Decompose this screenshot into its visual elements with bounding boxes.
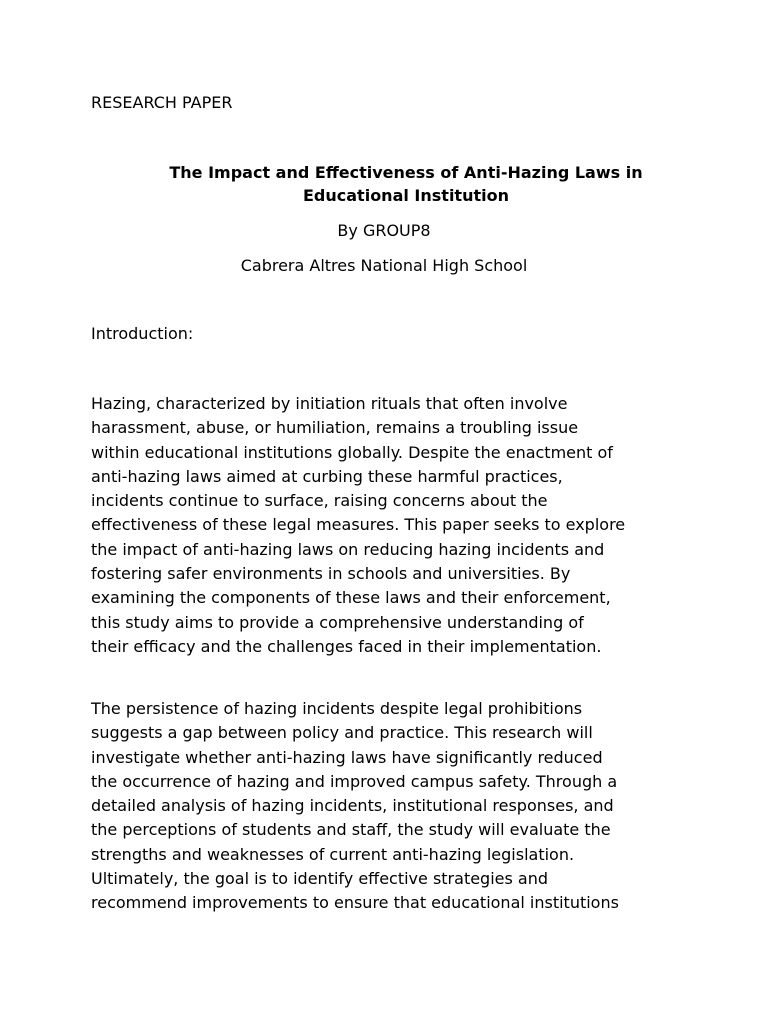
paragraph-line: anti-hazing laws aimed at curbing these harmful practices, [91,466,563,486]
document-label: RESEARCH PAPER [91,93,233,112]
paragraph-line: strengths and weaknesses of current anti-hazing legislation. [91,844,575,864]
title-line: Educational Institution [303,186,509,205]
paragraph-line: their efficacy and the challenges faced in their implementation. [91,636,602,656]
author-byline: By GROUP8 [337,221,431,240]
paragraph-line: the occurrence of hazing and improved campus safety. Through a [91,771,618,791]
paragraph-line: incidents continue to surface, raising concerns about the [91,491,548,511]
paragraph-1 [91,392,691,659]
paragraph-line: within educational institutions globally. Despite the enactment of [91,442,613,462]
paragraph-2 [91,697,691,916]
paragraph-line: effectiveness of these legal measures. This paper seeks to explore [91,515,626,535]
paragraph-line: fostering safer environments in schools and universities. By [91,564,571,584]
paragraph-line: suggests a gap between policy and practice. This research will [91,723,593,743]
paragraph-line: Ultimately, the goal is to identify effective strategies and [91,869,549,889]
school-name: Cabrera Altres National High School [240,256,528,275]
paragraph-line: the impact of anti-hazing laws on reducing hazing incidents and [91,539,605,559]
paragraph-line: harassment, abuse, or humiliation, remains a troubling issue [91,418,579,438]
section-heading: Introduction: [91,324,194,343]
paragraph-line: the perceptions of students and staff, the study will evaluate the [91,820,611,840]
title-line: The Impact and Effectiveness of Anti-Hazing Laws in [169,163,643,182]
paragraph-line: examining the components of these laws and their enforcement, [91,588,611,608]
paragraph-line: detailed analysis of hazing incidents, institutional responses, and [91,796,614,816]
paragraph-line: recommend improvements to ensure that educational institutions [91,893,619,913]
paragraph-line: The persistence of hazing incidents despite legal prohibitions [91,699,583,718]
paragraph-line: investigate whether anti-hazing laws have significantly reduced [91,747,603,767]
paragraph-line: Hazing, characterized by initiation rituals that often involve [91,394,568,413]
paragraph-line: this study aims to provide a comprehensive understanding of [91,612,584,632]
paper-title [130,161,682,207]
